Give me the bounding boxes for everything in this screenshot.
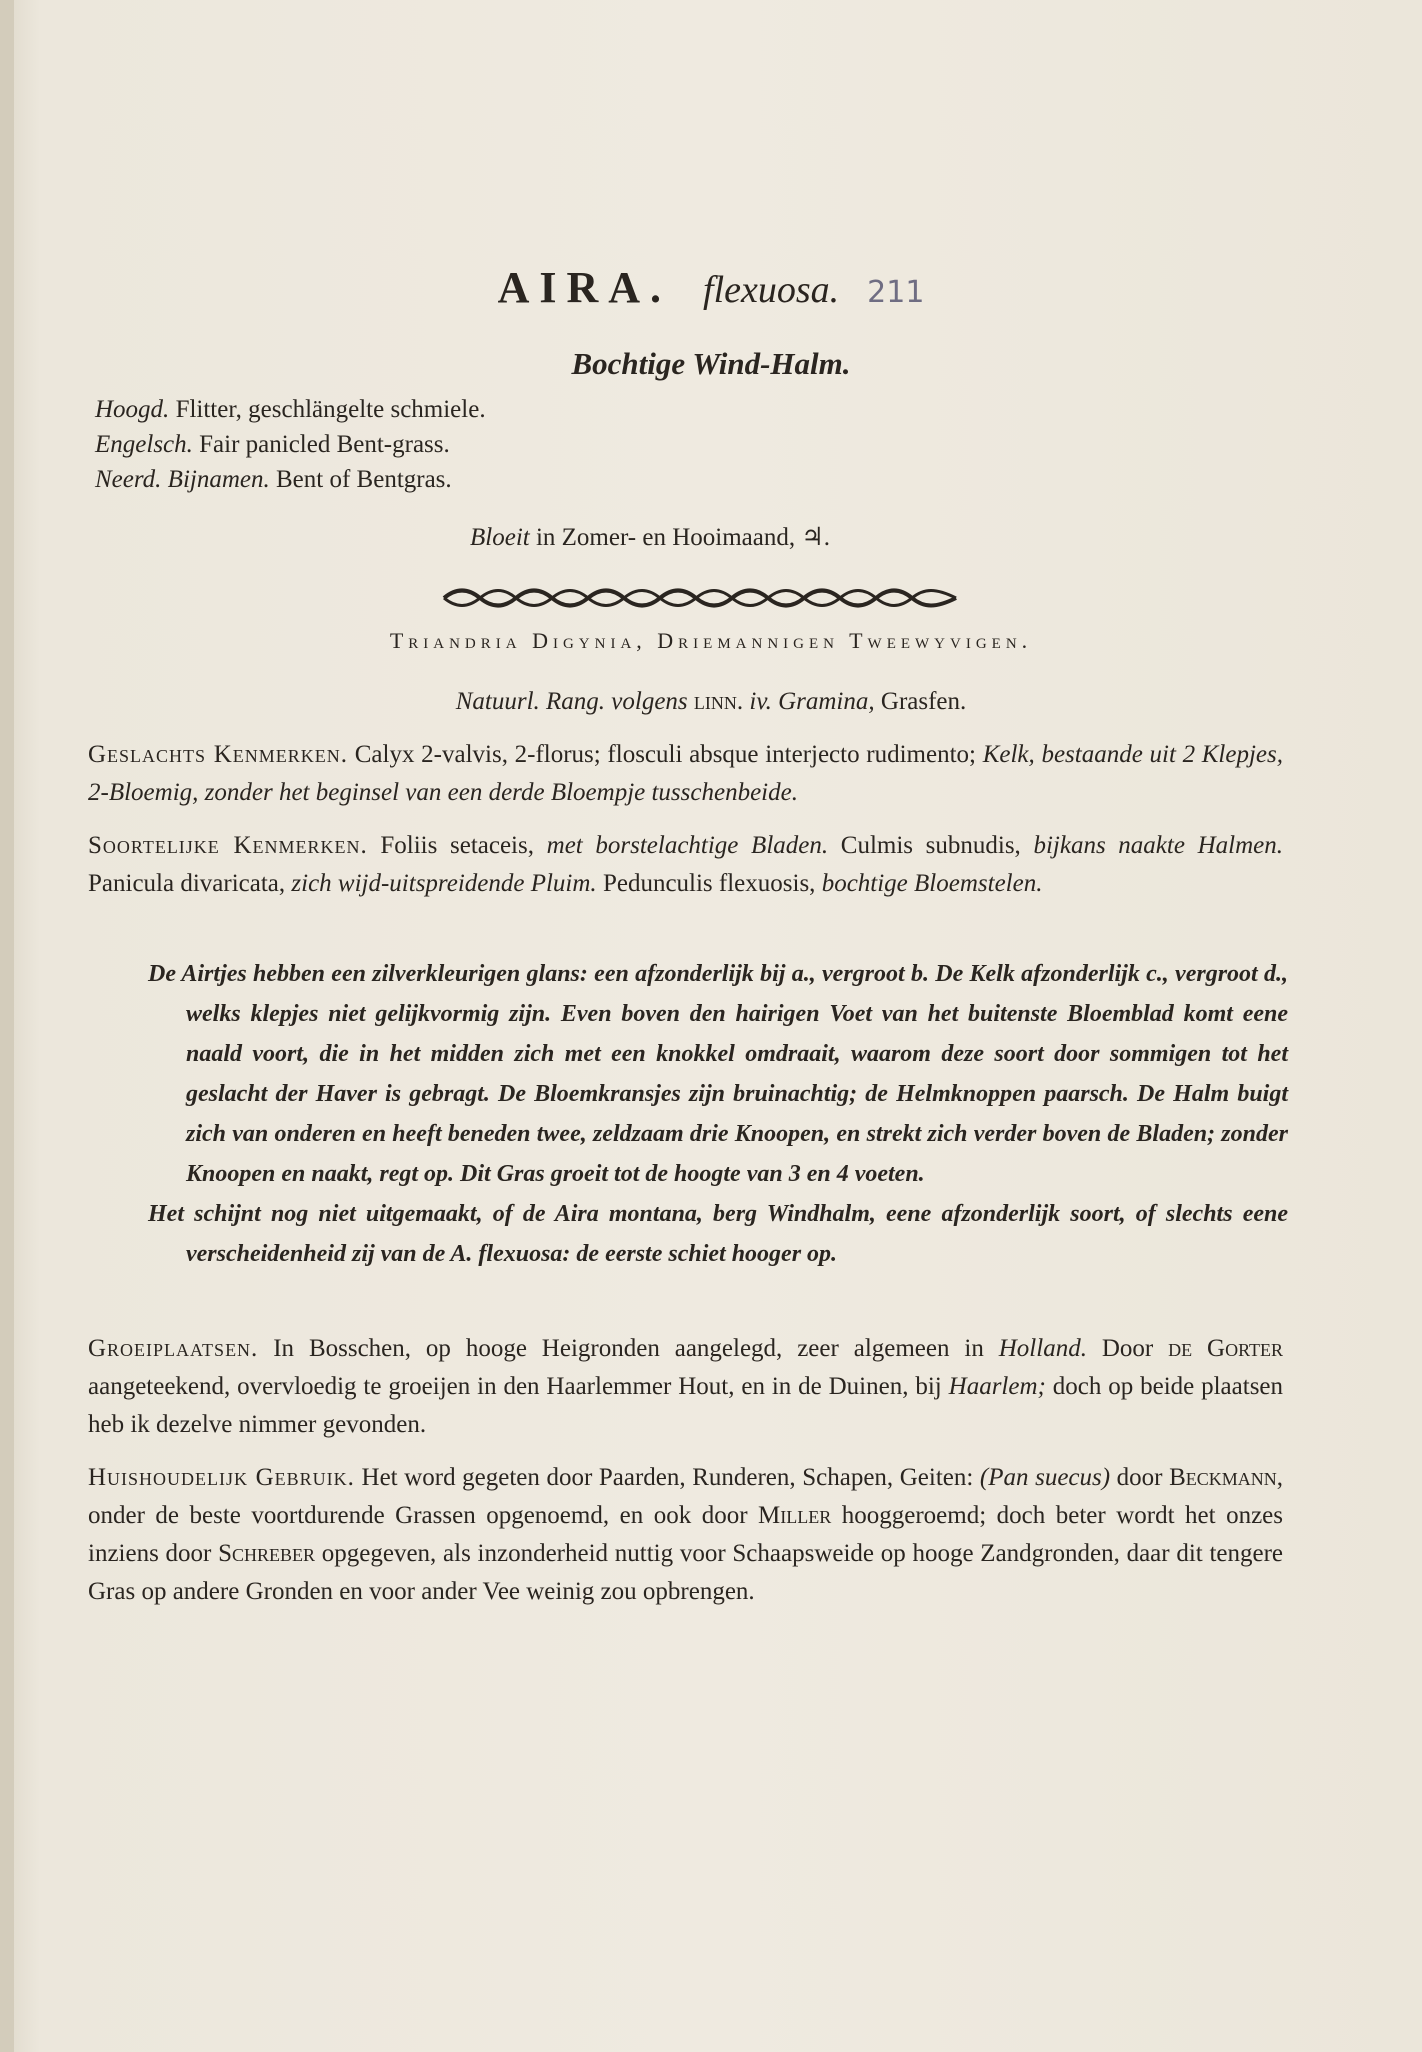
name-line [95,462,486,497]
place-haarlem: Haarlem; [948,1373,1046,1400]
section-label: Huishoudelijk Gebruik. [88,1464,355,1491]
species-characteristics [88,827,1283,903]
dutch-name: Bochtige Wind-Halm. [571,346,851,381]
title-row [0,262,1422,313]
latin-text: Culmis subnudis, [840,832,1021,859]
use-text: onder de beste voortdurende Grassen opgenoemd, en ook door [88,1502,748,1529]
name-lang-extra: Bijnamen. [167,466,270,493]
place-holland: Holland. [998,1335,1087,1362]
dutch-text: zich wijd-uitspreidende Pluim. [291,870,597,897]
name-lang: Engelsch. [95,431,193,458]
habitat-text: In Bosschen, op hooge Heigronden aangelegd, zeer algemeen in [273,1335,984,1362]
author-schreber: Schreber [218,1540,316,1567]
genus-title: AIRA. [497,263,672,312]
author-miller: Miller [758,1502,832,1529]
name-lang: Neerd. [95,466,162,493]
section-label: Geslachts Kenmerken. [88,741,349,768]
name-lang: Hoogd. [95,396,170,423]
bloei-label: Bloeit [470,524,530,551]
use-text: Het word gegeten door Paarden, Runderen, Schapen, Geiten: [361,1464,974,1491]
latin-text: Calyx 2-valvis, 2-florus; flosculi absque interjecto rudimento; [354,741,976,768]
use-text: opgegeven, als inzonderheid nuttig voor Schaapsweide op hooge Zandgronden, daar dit tengere Gras op andere Gronden en voor ander Vee weinig zou opbrengen. [88,1540,1284,1605]
bloei-text: in Zomer- en Hooimaand, ♃. [535,524,831,551]
pan-suecus: (Pan suecus) [979,1464,1111,1491]
genus-characteristics [88,736,1283,812]
section-label: Groeiplaatsen. [88,1335,259,1362]
use-text: hooggeroemd; doch beter wordt het onzes inziens door [88,1502,1283,1567]
rang-prefix: Natuurl. Rang. volgens [455,688,688,715]
species-handwritten: flexuosa. [703,269,840,311]
description-paragraph: De Airtjes hebben een zilverkleurigen glans: een afzonderlijk bij a., vergroot b. De Kelk afzonderlijk c., vergroot d., welks klepjes niet gelijkvormig zijn. Even boven den hairigen Voet van het buitenste Bloemblad komt eene naald voort, die in het midden zich met een knokkel omdraait, waarom deze soort door sommigen tot het geslacht der Haver is gebragt. De Bloemkransjes zijn bruinachtig; de Helmknoppen paarsch. De Halm buigt zich van onderen en heeft beneden twee, zeldzaam drie Knoopen, en strekt zich verder boven de Bladen; zonder Knoopen en naakt, regt op. Dit Gras groeit tot de hoogte van 3 en 4 voeten. [148,961,1288,1187]
rang-rest: iv. Gramina, [749,688,875,715]
name-line [95,427,486,462]
name-text: Fair panicled Bent-grass. [199,431,450,458]
habitat-text: aangeteekend, overvloedig te groeijen in den Haarlemmer Hout, en in de Duinen, bij [88,1373,942,1400]
natural-rank [0,688,1422,716]
habitat-text: Door [1101,1335,1154,1362]
household-use-section [88,1459,1283,1611]
flowering-line [470,522,830,552]
vernacular-names [95,392,486,497]
dutch-text: bochtige Bloemstelen. [821,870,1043,897]
classification: Triandria Digynia, Driemannigen Tweewyvigen. [389,628,1033,653]
use-text: door [1116,1464,1163,1491]
ornament-divider-icon [440,585,960,611]
section-label: Soortelijke Kenmerken. [88,832,368,859]
description-paragraph: Het schijnt nog niet uitgemaakt, of de Aira montana, berg Windhalm, eene afzonderlijk soort, of slechts eene verscheidenheid zij van de A. flexuosa: de eerste schiet hooger op. [148,1201,1288,1267]
author-gorter: de Gorter [1168,1335,1284,1362]
habitat-section [88,1330,1283,1444]
name-text: Bent of Bentgras. [276,466,452,493]
rang-end: Grasfen. [880,688,967,715]
dutch-text: Kelk, bestaande uit 2 Klepjes, 2-Bloemig, zonder het beginsel van een derde Bloempje tusschenbeide. [88,741,1283,806]
page-number: 211 [867,275,925,310]
latin-text: Panicula divaricata, [88,870,286,897]
dutch-text: met borstelachtige Bladen. [546,832,829,859]
latin-text: Foliis setaceis, [380,832,534,859]
name-text: Flitter, geschlängelte schmiele. [175,396,486,423]
habitat-text: doch op beide plaatsen heb ik dezelve nimmer gevonden. [88,1373,1284,1438]
latin-text: Pedunculis flexuosis, [602,870,816,897]
description [148,954,1288,1274]
name-line [95,392,486,427]
dutch-text: bijkans naakte Halmen. [1033,832,1283,859]
rang-linn: linn. [693,688,744,715]
author-beckmann: Beckmann, [1169,1464,1283,1491]
